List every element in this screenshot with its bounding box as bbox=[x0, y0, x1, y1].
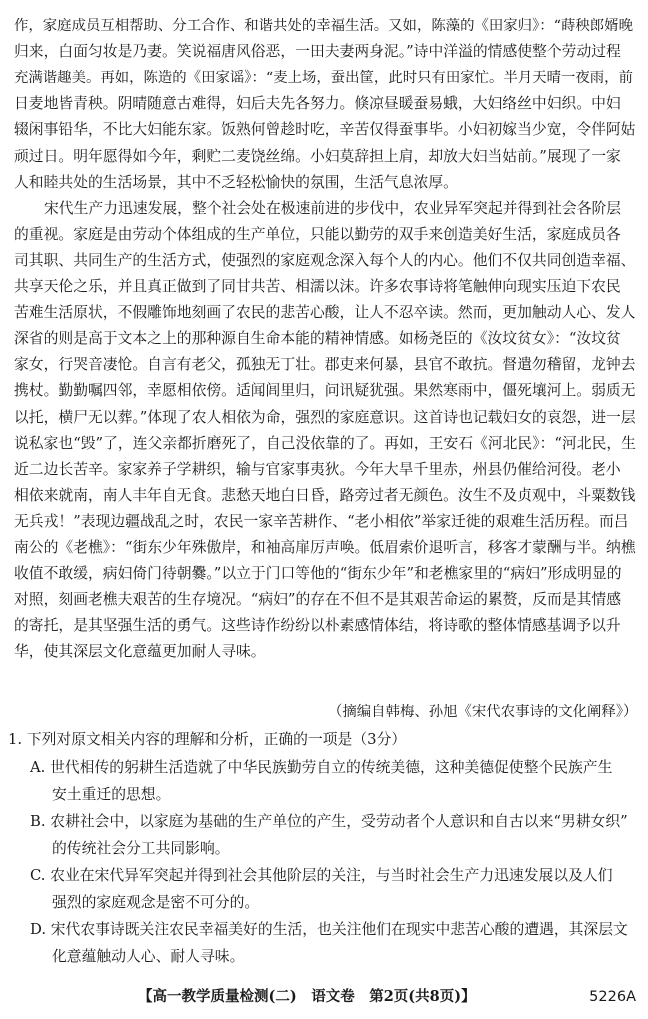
passage-line: 对照，刻画老樵夫艰苦的生存境况。“病妇”的存在不但不是其艰苦命运的累赘，反而是其情感 bbox=[14, 591, 622, 609]
option-a-line: A. 世代相传的躬耕生活造就了中华民族勤劳自立的传统美德，这种美德促使整个民族产生 bbox=[30, 759, 613, 776]
passage-line: 人和睦共处的生活场景，其中不乏轻松愉快的氛围，生活气息浓厚。 bbox=[14, 173, 458, 191]
passage-line: 无兵戎！”表现边疆战乱之时，农民一家辛苦耕作、“老小相依”举家迁徙的艰难生活历程。而吕 bbox=[14, 512, 629, 530]
option-b-line: 的传统社会分工共同影响。 bbox=[52, 840, 230, 857]
option-c-line: C. 农业在宋代异军突起并得到社会其他阶层的关注，与当时社会生产力迅速发展以及人们 bbox=[30, 867, 613, 884]
passage-line: 宋代生产力迅速发展，整个社会处在极速前进的步伐中，农业异军突起并得到社会各阶层 bbox=[44, 199, 622, 217]
passage-line: 以托，横尸无以葬。”体现了农人相依为命，强烈的家庭意识。这首诗也记载妇女的哀怨，进一层 bbox=[14, 408, 636, 426]
passage-line: 的重视。家庭是由劳动个体组成的生产单位，只能以勤劳的双手来创造美好生活，家庭成员各 bbox=[14, 225, 621, 243]
passage-line: 充满谐趣美。再如，陈造的《田家谣》：“麦上场，蚕出筐，此时只有田家忙。半月天晴一夜雨，前 bbox=[14, 70, 633, 87]
passage-line: 近二边长苦辛。家家养子学耕织，输与官家事夷狄。今年大旱千里赤，州县仍催给河役。老小 bbox=[14, 460, 621, 478]
passage-line: 苦难生活原状，不假雕饰地刻画了农民的悲苦心酸，让人不忍卒读。然而，更加触动人心、发人 bbox=[14, 304, 636, 322]
source-citation: （摘编自韩梅、孙旭《宋代农事诗的文化阐释》） bbox=[328, 704, 638, 720]
passage-line: 作，家庭成员互相帮助、分工合作、和谐共处的幸福生活。又如，陈藻的《田家归》：“蒔秧郎婿晚 bbox=[14, 18, 633, 34]
page-footer-title: 【高一教学质量检测(二) 语文卷 第2页(共8页)】 bbox=[138, 988, 476, 1005]
passage-line: 归来，白面匀妆是乃妻。笑说福唐风俗恶，一田夫妻两身泥。”诗中洋溢的情感使整个劳动过程 bbox=[14, 43, 621, 61]
passage-line: 说私家也“毁”了，连父亲都折磨死了，自己没依靠的了。再如，王安石《河北民》：“河北民，生 bbox=[14, 434, 636, 452]
passage-line: 家女，行哭音凄怆。自言有老父，孤独无丁壮。郡吏来何暴，县官不敢抗。督遣勿稽留，龙钟去 bbox=[14, 356, 636, 374]
option-d-line: 化意蕴触动人心、耐人寻味。 bbox=[52, 948, 245, 965]
option-c-line: 强烈的家庭观念是密不可分的。 bbox=[52, 894, 260, 911]
option-a-line: 安土重迁的思想。 bbox=[52, 786, 171, 803]
passage-line: 的寄托，是其坚强生活的勇气。这些诗作纷纷以朴素感情体结，将诗歌的整体情感基调予以升 bbox=[14, 617, 621, 635]
passage-line: 携杖。勤勤嘱四邻，幸愿相依傍。适闻闾里归，问讯疑犹强。果然寒雨中，僵死壤河上。弱质无 bbox=[14, 382, 636, 400]
passage-line: 辍闲事铅华，不比大妇能东家。饭熟何曾趁时吃，辛苦仅得蚕事毕。小妇初嫁当少宽，令伴阿姑 bbox=[14, 121, 636, 139]
passage-line: 顽过日。明年愿得如今年，剩贮二麦饶丝绵。小妇莫辞担上肩，却放大妇当姑前。”展现了一家 bbox=[14, 147, 621, 165]
passage-line: 共享天伦之乐，并且真正做到了同甘共苦、相濡以沫。许多农事诗将笔触伸向现实压迫下农民 bbox=[14, 278, 621, 295]
passage-line: 司其职、共同生产的生活方式，使强烈的家庭观念深入每个人的内心。他们不仅共同创造幸福、 bbox=[14, 251, 636, 269]
passage-line: 深省的则是高于文本之上的那种源自生命本能的精神情感。如杨尧臣的《汝坟贫女》：“汝坟贫 bbox=[14, 330, 621, 348]
option-b-line: B. 农耕社会中，以家庭为基础的生产单位的产生，受劳动者个人意识和自古以来“男耕女织” bbox=[30, 813, 628, 830]
option-d-line: D. 宋代农事诗既关注农民幸福美好的生活，也关注他们在现实中悲苦心酸的遭遇，其深层文 bbox=[30, 921, 628, 938]
question-stem: 1. 下列对原文相关内容的理解和分析，正确的一项是（3分） bbox=[8, 731, 407, 748]
passage-line: 南公的《老樵》：“街东少年殊傲岸，和袖高扉厉声唤。低眉索价退听言，移客才蒙酬与半。纳樵 bbox=[14, 539, 636, 556]
passage-line: 华，使其深层文化意蕴更加耐人寻味。 bbox=[14, 643, 266, 661]
page-footer-code: 5226A bbox=[589, 989, 636, 1005]
passage-line: 相依来就南，南人丰年自无食。悲愁天地白日昏，路旁过者无颜色。汝生不及贞观中，斗粟数钱 bbox=[14, 486, 636, 504]
passage-line: 收值不敢缓，病妇倚门待朝爨。”以立于门口等他的“街东少年”和老樵家里的“病妇”形成明显的 bbox=[14, 565, 622, 583]
passage-line: 日麦地皆青秧。阴晴随意古难得，妇后夫先各努力。倏凉昼暖蚕易蛾，大妇络丝中妇织。中妇 bbox=[14, 95, 621, 113]
